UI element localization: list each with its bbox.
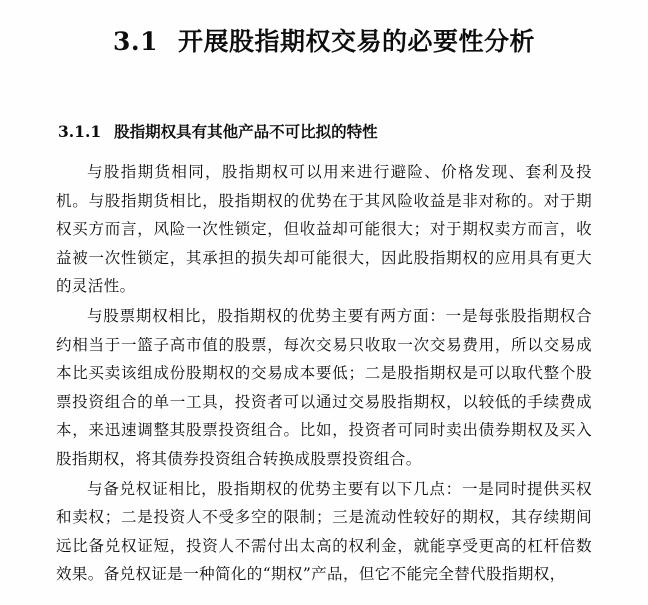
paragraph: 与股票期权相比，股指期权的优势主要有两方面：一是每张股指期权合约相当于一篮子高市值的股票，每次交易只收取一次交易费用，所以交易成本比买卖该组成份股期权的交易成本要低；二是股指期权是可以取代整个股票投资组合的单一工具，投资者可以通过交易股指期权，以较低的手续费成本，来迅速调整其股票投资组合。比如，投资者可同时卖出债券期权及买入股指期权，将其债券投资组合转换成股票投资组合。 (56, 306, 592, 468)
section-title: 股指期权具有其他产品不可比拟的特性 (114, 122, 378, 141)
section-heading (56, 58, 592, 142)
chapter-heading (56, 0, 592, 58)
paragraph: 与备兑权证相比，股指期权的优势主要有以下几点：一是同时提供买权和卖权；二是投资人不受多空的限制；三是流动性较好的期权，其存续期间远比备兑权证短，投资人不需付出太高的权利金，就能享受更高的杠杆倍数效果。备兑权证是一种简化的“期权”产品，但它不能完全替代股指期权， (56, 479, 592, 584)
chapter-number: 3.1 (112, 27, 158, 56)
body-text (56, 142, 592, 589)
chapter-title: 开展股指期权交易的必要性分析 (177, 27, 535, 56)
section-number: 3.1.1 (58, 122, 102, 141)
paragraph: 与股指期货相同，股指期权可以用来进行避险、价格发现、套利及投机。与股指期货相比，股指期权的优势在于其风险收益是非对称的。对于期权买方而言，风险一次性锁定，但收益却可能很大；对于期权卖方而言，收益被一次性锁定，其承担的损失却可能很大，因此股指期权的应用具有更大的灵活性。 (56, 163, 592, 296)
